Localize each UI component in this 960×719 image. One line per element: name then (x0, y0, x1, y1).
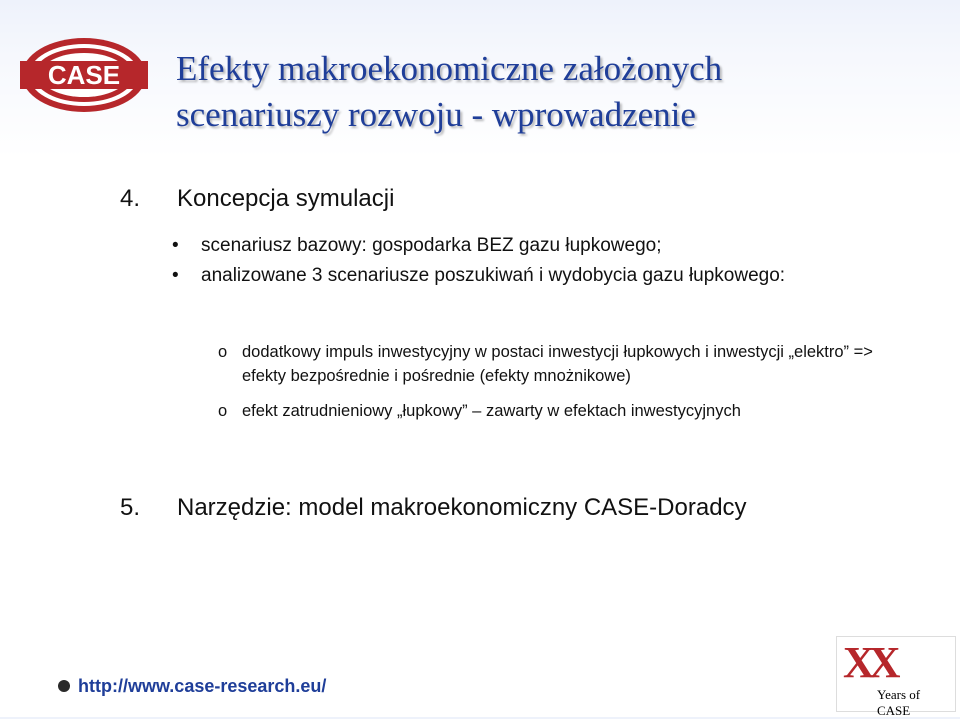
title-line-2: scenariuszy rozwoju - wprowadzenie (176, 95, 696, 134)
bullet-text: scenariusz bazowy: gospodarka BEZ gazu łupkowego; (201, 235, 662, 256)
bullet-icon: • (172, 235, 179, 256)
section-4-heading (120, 185, 394, 213)
slide-title (176, 46, 722, 138)
circle-bullet-icon: o (218, 343, 228, 361)
logo-text: CASE (47, 60, 121, 90)
bullet-icon: • (172, 265, 179, 286)
bullet-item (172, 263, 872, 289)
section-4-number: 4. (120, 185, 141, 212)
circle-bullet-icon: o (218, 402, 228, 420)
subbullet-text: efekt zatrudnieniowy „łupkowy” – zawarty w efektach inwestycyjnych (242, 402, 741, 420)
section-5-title: Narzędzie: model makroekonomiczny CASE-Doradcy (177, 494, 747, 521)
subbullet-item (218, 399, 918, 423)
section-5-heading (120, 494, 747, 522)
bullet-text: analizowane 3 scenariusze poszukiwań i wydobycia gazu łupkowego: (201, 265, 786, 286)
roman-numeral-mark: XX (843, 638, 895, 687)
badge-caption: Years of CASE (877, 687, 921, 718)
section-5-number: 5. (120, 494, 141, 521)
subbullet-text: dodatkowy impuls inwestycyjny w postaci inwestycji łupkowych i inwestycji „elektro” => efekty bezpośrednie i pośrednie (efekty mnożnikowe) (242, 343, 873, 385)
bullet-item (172, 233, 872, 259)
years-of-case-badge (836, 636, 956, 718)
case-logo (20, 36, 148, 114)
subbullet-list (218, 340, 918, 434)
title-line-1: Efekty makroekonomiczne założonych (176, 49, 723, 88)
footer-bullet-icon (58, 680, 70, 692)
section-4-title: Koncepcja symulacji (177, 185, 395, 212)
subbullet-item (218, 340, 918, 388)
bullet-list (172, 233, 872, 293)
footer-url-link[interactable]: http://www.case-research.eu/ (78, 676, 327, 696)
